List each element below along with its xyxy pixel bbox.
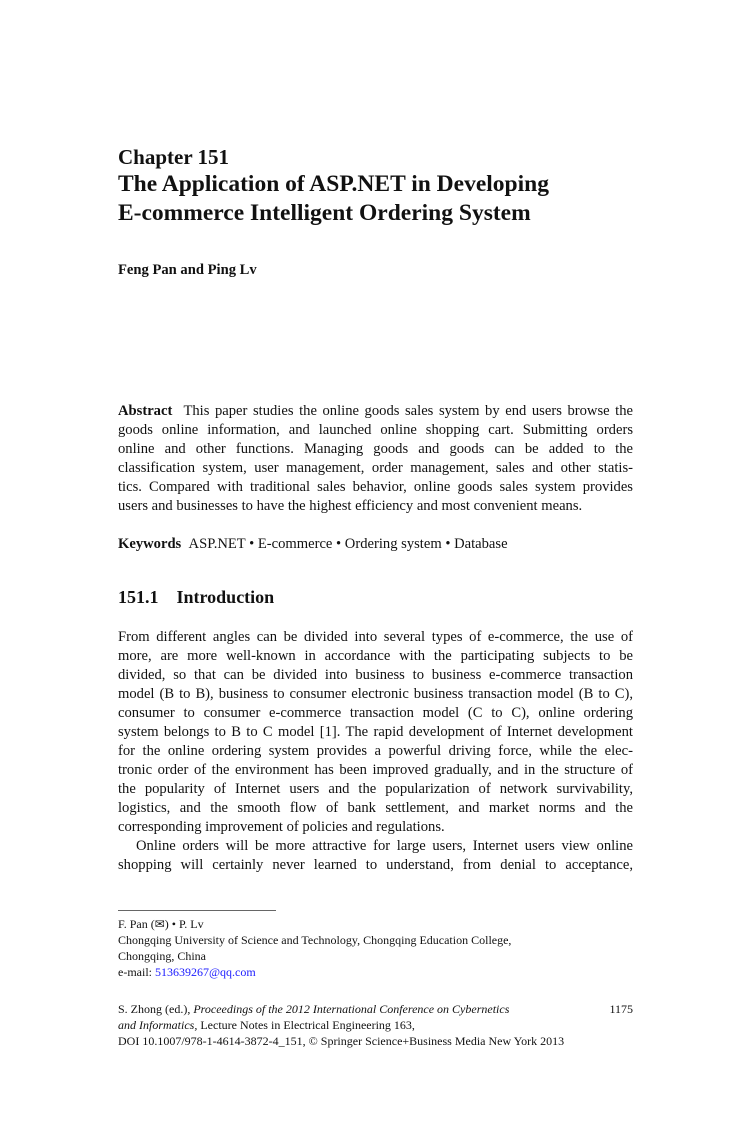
abstract-line: goods online information, and launched online shopping cart. Submitting orders (118, 422, 633, 438)
email-link[interactable]: 513639267@qq.com (154, 965, 256, 979)
title-line: E-commerce Intelligent Ordering System (118, 200, 531, 226)
abstract-line: This paper studies the online goods sales system by end users browse the (183, 403, 634, 419)
body-line: system belongs to B to C model [1]. The rapid development of Internet development (118, 724, 633, 740)
keywords (118, 535, 633, 554)
abstract-line: classification system, user management, order management, sales and other statis- (118, 460, 633, 476)
chapter-label: Chapter 151 (118, 145, 230, 169)
body-line: more, are more well-known in accordance with the participating subjects to be (118, 648, 633, 664)
body-line: model (B to B), business to consumer electronic business transaction model (B to C), (118, 686, 633, 702)
intro-body (118, 628, 633, 875)
title-line: The Application of ASP.NET in Developing (118, 171, 549, 197)
body-line: From different angles can be divided into several types of e-commerce, the use of (118, 629, 633, 645)
citation-series: Lecture Notes in Electrical Engineering 163, (197, 1018, 415, 1032)
citation (118, 1001, 633, 1049)
body-line: consumer to consumer e-commerce transaction model (C to C), online ordering (118, 705, 633, 721)
section-number: 151.1 (118, 587, 159, 607)
abstract-line: users and businesses to have the highest efficiency and most convenient means. (118, 498, 583, 514)
body-line: corresponding improvement of policies and regulations. (118, 819, 445, 835)
section-title: Introduction (176, 587, 275, 607)
body-line: for the online ordering system provides a powerful driving force, while the elec- (118, 743, 633, 759)
paper-title (118, 170, 633, 228)
abstract-label: Abstract (118, 403, 173, 419)
body-line: logistics, and the smooth flow of bank settlement, and market norms and the (118, 800, 633, 816)
citation-proceedings: Proceedings of the 2012 International Conference on Cybernetics (193, 1002, 510, 1016)
authors: Feng Pan and Ping Lv (118, 262, 257, 278)
keywords-text: ASP.NET • E-commerce • Ordering system • Database (188, 536, 508, 552)
body-line: divided, so that can be divided into business to business e-commerce transaction (118, 667, 633, 683)
footnote-affiliation: Chongqing, China (118, 949, 207, 963)
footnote-rule (118, 910, 276, 911)
footnote (118, 916, 633, 980)
body-line: tronic order of the environment has been improved gradually, and in the structure of (118, 762, 633, 778)
abstract (118, 402, 633, 516)
section-heading (118, 587, 633, 608)
citation-proceedings: and Informatics, (118, 1018, 198, 1032)
body-line: Online orders will be more attractive for large users, Internet users view online (136, 838, 633, 854)
citation-editor: S. Zhong (ed.), (118, 1002, 194, 1016)
footnote-affiliation: Chongqing University of Science and Technology, Chongqing Education College, (118, 933, 512, 947)
abstract-line: online and other functions. Managing goods and goods can be added to the (118, 441, 633, 457)
footnote-authors: F. Pan (✉) • P. Lv (118, 917, 204, 931)
page-number: 1175 (609, 1002, 633, 1016)
abstract-line: tics. Compared with traditional sales behavior, online goods sales system provides (118, 479, 633, 495)
body-line: shopping will certainly never learned to understand, from denial to acceptance, (118, 857, 633, 873)
citation-doi: DOI 10.1007/978-1-4614-3872-4_151, © Springer Science+Business Media New York 2013 (118, 1034, 565, 1048)
email-label: e-mail: (118, 965, 155, 979)
keywords-label: Keywords (118, 536, 182, 552)
body-line: the popularity of Internet users and the popularization of network survivability, (118, 781, 633, 797)
